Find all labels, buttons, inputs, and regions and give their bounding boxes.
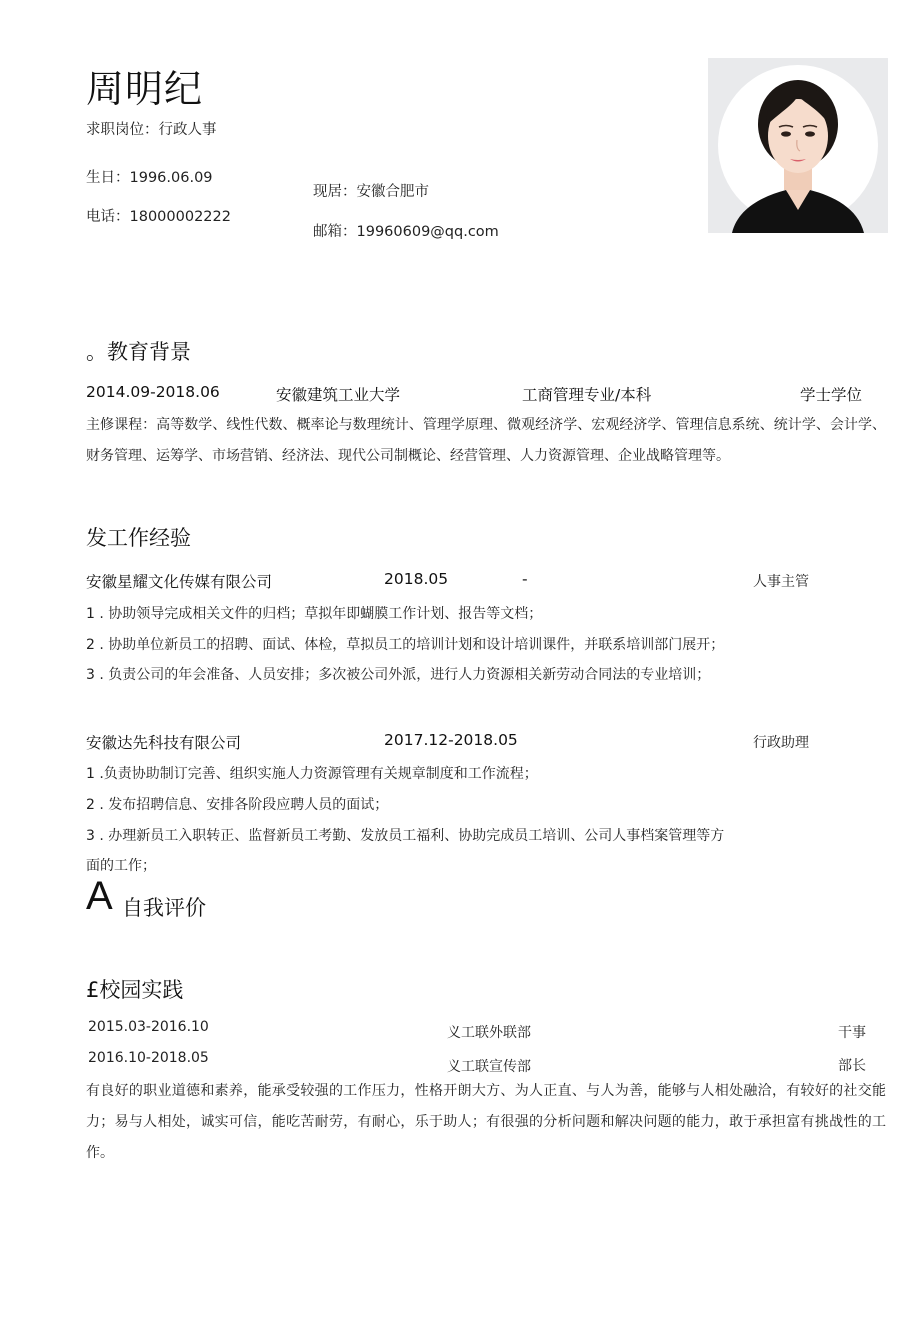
self-eval-heading: 自我评价 — [122, 896, 206, 920]
education-degree: 学士学位 — [800, 386, 863, 404]
campus-item-2-period: 2016.10-2018.05 — [88, 1050, 209, 1066]
email: 邮箱：19960609@qq.com — [313, 224, 499, 240]
job1-company: 安徽星耀文化传媒有限公司 — [86, 573, 273, 591]
job-target: 求职岗位：行政人事 — [86, 122, 217, 138]
experience-heading: 发工作经验 — [86, 526, 191, 550]
campus-item-2-role: 部长 — [838, 1058, 866, 1074]
campus-item-2-org: 义工联宣传部 — [447, 1059, 531, 1075]
job1-dash: - — [522, 570, 528, 588]
education-school: 安徽建筑工业大学 — [276, 386, 401, 404]
job2-duty-1: 1 .负责协助制订完善、组织实施人力资源管理有关规章制度和工作流程； — [86, 766, 538, 782]
job2-duty-3-cont: 面的工作； — [86, 858, 156, 874]
campus-heading: £校园实践 — [86, 978, 184, 1002]
job1-position: 人事主管 — [753, 574, 809, 590]
education-courses: 主修课程：高等数学、线性代数、概率论与数理统计、管理学原理、微观经济学、宏观经济学、管理信息系统、统计学、会计学、财务管理、运筹学、市场营销、经济法、现代公司制概论、经营管理、人力资源管理、企业战略管理等。 — [86, 417, 886, 464]
campus-item-1-role: 干事 — [838, 1025, 866, 1041]
phone: 电话：18000002222 — [86, 209, 231, 225]
self-eval-summary: 有良好的职业道德和素养，能承受较强的工作压力，性格开朗大方、为人正直、与人为善，能够与人相处融洽，有较好的社交能力；易与人相处，诚实可信，能吃苦耐劳，有耐心，乐于助人；有很强的分析问题和解决问题的能力，敢于承担富有挑战性的工作。 — [86, 1083, 886, 1161]
education-heading: 。教育背景 — [86, 340, 191, 364]
portrait-photo — [708, 58, 888, 233]
portrait-icon — [708, 58, 888, 233]
self-eval-marker: A — [86, 874, 113, 918]
education-period: 2014.09-2018.06 — [86, 383, 220, 401]
campus-item-1-org: 义工联外联部 — [447, 1025, 531, 1041]
job2-period: 2017.12-2018.05 — [384, 731, 518, 749]
residence: 现居：安徽合肥市 — [313, 184, 429, 200]
campus-item-1-period: 2015.03-2016.10 — [88, 1019, 209, 1035]
job2-duty-2: 2 . 发布招聘信息、安排各阶段应聘人员的面试； — [86, 797, 389, 813]
job1-duty-1: 1 . 协助领导完成相关文件的归档；草拟年即蝴膜工作计划、报告等文档； — [86, 606, 543, 622]
job1-start: 2018.05 — [384, 570, 449, 588]
job1-duty-3: 3 . 负责公司的年会准备、人员安排；多次被公司外派，进行人力资源相关新劳动合同法的专业培训； — [86, 667, 711, 683]
job2-position: 行政助理 — [753, 735, 809, 751]
education-major: 工商管理专业/本科 — [522, 386, 652, 404]
job1-duty-2: 2 . 协助单位新员工的招聘、面试、体检，草拟员工的培训计划和设计培训课件，并联系培训部门展开； — [86, 637, 725, 653]
job2-company: 安徽达先科技有限公司 — [86, 734, 242, 752]
candidate-name: 周明纪 — [86, 67, 204, 111]
birthday: 生日：1996.06.09 — [86, 170, 213, 186]
job2-duty-3: 3 . 办理新员工入职转正、监督新员工考勤、发放员工福利、协助完成员工培训、公司人事档案管理等方 — [86, 828, 725, 844]
